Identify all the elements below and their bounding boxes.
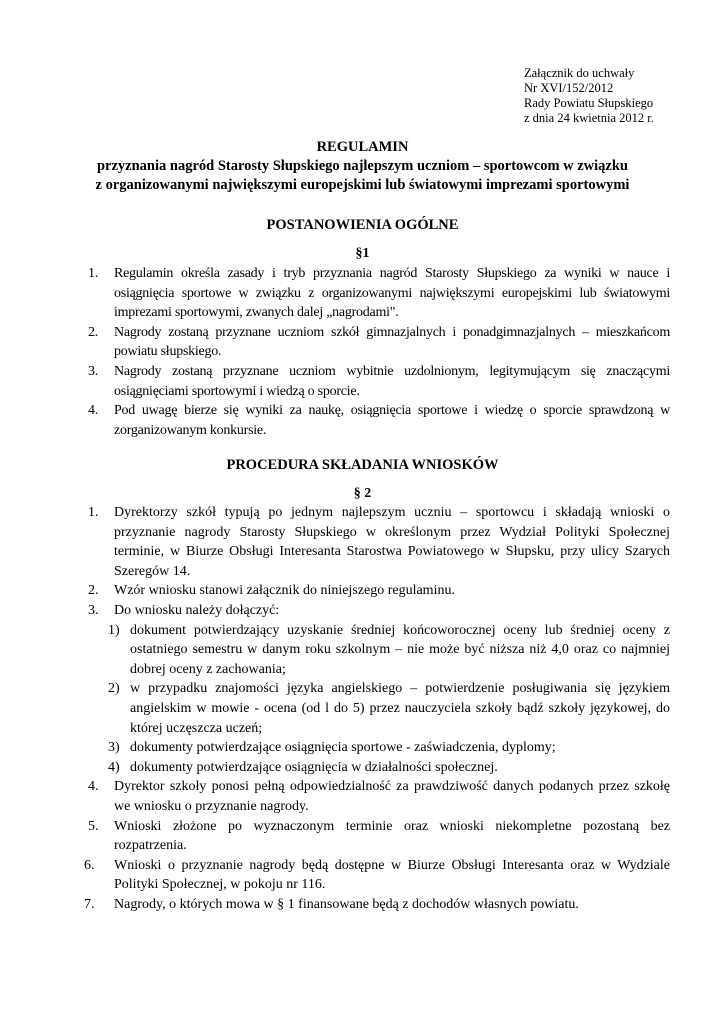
sub-list-item <box>0 679 725 738</box>
item-text: dokumenty potwierdzające osiągnięcia sportowe - zaświadczenia, dyplomy; <box>130 740 556 756</box>
item-number: 2. <box>88 324 98 340</box>
item-number: 5. <box>88 818 99 834</box>
item-text: Wzór wniosku stanowi załącznik do niniejszego regulaminu. <box>114 583 455 599</box>
list-item <box>0 503 725 581</box>
section-heading: POSTANOWIENIA OGÓLNE <box>266 217 459 233</box>
item-text: Wnioski o przyznanie nagrody będą dostępne w Biurze Obsługi Interesanta oraz w Wydziale Polityki Społecznej, w pokoju nr 116. <box>114 857 670 893</box>
sub-list-item <box>0 621 725 680</box>
title-subtitle-line: przyznania nagród Starosty Słupskiego najlepszym uczniom – sportowcom w związku <box>96 158 628 174</box>
list-item <box>0 401 725 440</box>
title-subtitle-line: z organizowanymi największymi europejskimi lub światowymi imprezami sportowymi <box>95 177 630 193</box>
item-text: Regulamin określa zasady i tryb przyznania nagród Starosty Słupskiego za wyniki w nauce i osiągnięcia sportowe w związku z organizowanymi największymi europejskimi lub światowymi imprezami sportowymi, zwanych dalej „nagrodami". <box>114 266 670 321</box>
list-item <box>0 323 725 362</box>
item-text: dokument potwierdzający uzyskanie średniej końcoworocznej oceny lub średniej oceny z ostatniego semestru w danym roku szkolnym – nie może być niższa niż 4,0 oraz co najmniej dobrej oceny z zachowania; <box>130 622 670 677</box>
sub-list-item <box>0 758 725 778</box>
section-sign: §1 <box>355 246 370 261</box>
item-number: 1. <box>88 505 99 520</box>
attachment-line: Nr XVI/152/2012 <box>524 81 614 95</box>
item-number: 1) <box>108 622 120 638</box>
section-sign: § 2 <box>353 486 372 501</box>
item-number: 6. <box>84 857 95 873</box>
list-item <box>0 895 725 915</box>
section-heading: PROCEDURA SKŁADANIA WNIOSKÓW <box>226 457 499 473</box>
list-item <box>0 581 725 601</box>
item-text: Do wniosku należy dołączyć: <box>114 602 280 618</box>
attachment-line: Załącznik do uchwały <box>524 66 635 80</box>
item-number: 3. <box>88 363 98 379</box>
title-main: REGULAMIN <box>316 139 409 155</box>
item-number: 2) <box>108 681 120 697</box>
item-text: w przypadku znajomości języka angielskiego – potwierdzenie posługiwania się językiem angielskim w mowie - ocena (od l do 5) przez nauczyciela szkoły bądź szkoły językowej, do której uczęszcza uczeń; <box>130 681 670 736</box>
item-text: Wnioski złożone po wyznaczonym terminie oraz wnioski niekompletne pozostaną bez rozpatrzenia. <box>114 818 670 854</box>
sub-list-item <box>0 738 725 758</box>
list-item <box>0 601 725 621</box>
item-number: 3) <box>108 740 120 756</box>
item-number: 4. <box>88 779 99 795</box>
document-title <box>0 138 725 195</box>
attachment-line: Rady Powiatu Słupskiego <box>524 96 654 110</box>
item-text: Dyrektorzy szkół typują po jednym najlepszym uczniu – sportowcu i składają wnioski o przyznanie nagrody Starosty Słupskiego w określonym przez Wydział Polityki Społecznej terminie, w Biurze Obsługi Interesanta Starostwa Powiatowego w Słupsku, przy ulicy Szarych Szeregów 14. <box>114 505 670 579</box>
item-number: 3. <box>88 602 99 618</box>
item-number: 2. <box>88 583 99 599</box>
attachment-note <box>524 66 654 126</box>
item-text: Nagrody, o których mowa w § 1 finansowane będą z dochodów własnych powiatu. <box>114 896 579 912</box>
item-text: dokumenty potwierdzające osiągnięcia w działalności społecznej. <box>130 759 498 775</box>
list-item <box>0 777 725 816</box>
item-text: Pod uwagę bierze się wyniki za naukę, osiągnięcia sportowe i wiedzę o sporcie sprawdzoną w zorganizowanym konkursie. <box>114 403 670 438</box>
item-text: Nagrody zostaną przyznane uczniom szkół gimnazjalnych i ponadgimnazjalnych – mieszkańcom powiatu słupskiego. <box>114 324 670 360</box>
item-number: 1. <box>88 266 98 281</box>
list-item <box>0 856 725 895</box>
list-item <box>0 362 725 401</box>
attachment-line: z dnia 24 kwietnia 2012 r. <box>524 111 654 125</box>
general-provisions-list <box>0 264 725 440</box>
item-number: 4. <box>88 403 98 419</box>
application-procedure-list <box>0 503 725 914</box>
item-number: 4) <box>108 759 120 775</box>
item-text: Dyrektor szkoły ponosi pełną odpowiedzialność za prawdziwość danych podanych przez szkołę we wniosku o przyznanie nagrody. <box>114 779 670 814</box>
list-item <box>0 264 725 323</box>
item-number: 7. <box>84 896 95 912</box>
item-text: Nagrody zostaną przyznane uczniom wybitnie uzdolnionym, legitymującym się znaczącymi osiągnięciami sportowymi i wiedzą o sporcie. <box>114 363 670 399</box>
list-item <box>0 817 725 856</box>
